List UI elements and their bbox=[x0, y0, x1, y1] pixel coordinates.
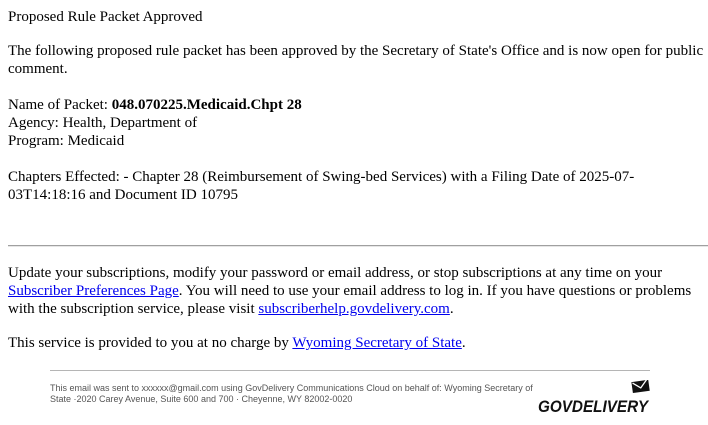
packet-program: Program: Medicaid bbox=[8, 133, 125, 149]
subscriber-help-link[interactable]: subscriberhelp.govdelivery.com bbox=[258, 301, 450, 317]
govdelivery-logo bbox=[536, 380, 652, 416]
subscription-text-after: . bbox=[449, 301, 454, 317]
footer-text: This email was sent to xxxxxx@gmail.com using GovDelivery Communications Cloud on behalf of: Wyoming Secretary of State ·2020 Carey Avenue, Suite 600 and 700 · Cheyenne, WY 82002-0020 bbox=[50, 383, 533, 404]
divider bbox=[8, 245, 708, 247]
service-text-after: . bbox=[461, 335, 466, 351]
wyoming-sos-link[interactable]: Wyoming Secretary of State bbox=[292, 335, 462, 351]
packet-name-line bbox=[8, 96, 302, 114]
packet-name-value: 048.070225.Medicaid.Chpt 28 bbox=[111, 97, 302, 113]
intro-paragraph: The following proposed rule packet has been approved by the Secretary of State's Office and is now open for public comment. bbox=[8, 43, 704, 77]
service-paragraph bbox=[8, 334, 466, 352]
subscription-paragraph bbox=[8, 264, 708, 318]
packet-agency: Agency: Health, Department of bbox=[8, 115, 198, 131]
envelope-icon bbox=[631, 380, 649, 393]
chapters-effected: Chapters Effected: - Chapter 28 (Reimbursement of Swing-bed Services) with a Filing Date of 2025-07-03T14:18:16 and Document ID 10795 bbox=[8, 169, 635, 203]
govdelivery-logo-text: GOVDELIVERY bbox=[538, 397, 650, 416]
subscription-text-before: Update your subscriptions, modify your password or email address, or stop subscriptions at any time on your bbox=[8, 265, 663, 281]
subscriber-preferences-link[interactable]: Subscriber Preferences Page bbox=[8, 283, 179, 299]
packet-name-label: Name of Packet: bbox=[8, 97, 112, 113]
subscription-text-middle: . You will need to use your email address to log in. If you have questions or problems with the subscription service, please visit bbox=[8, 283, 692, 317]
email-title: Proposed Rule Packet Approved bbox=[8, 9, 203, 25]
footer-divider bbox=[50, 370, 650, 371]
service-text-before: This service is provided to you at no charge by bbox=[8, 335, 293, 351]
packet-details bbox=[8, 96, 302, 150]
